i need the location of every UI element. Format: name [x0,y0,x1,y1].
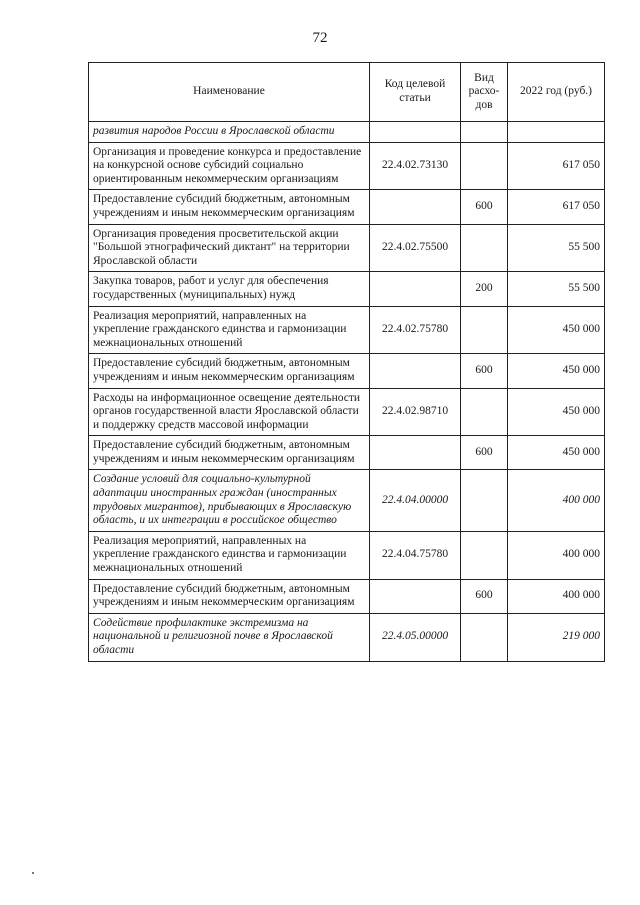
row-amount-cell: 617 050 [508,190,605,224]
row-amount-cell: 450 000 [508,436,605,470]
table-row [89,613,605,661]
row-expense-type-cell [461,388,508,436]
row-amount-cell: 400 000 [508,531,605,579]
row-name-cell: Организация и проведение конкурса и предоставление на конкурсной основе субсидий социально ориентированным некоммерческим организациям [89,142,370,190]
row-name-cell: Предоставление субсидий бюджетным, автономным учреждениям и иным некоммерческим организациям [89,436,370,470]
row-name-cell: Организация проведения просветительской акции "Большой этнографический диктант" на территории Ярославской области [89,224,370,272]
table-row [89,190,605,224]
row-code-cell [370,190,461,224]
row-expense-type-cell [461,224,508,272]
row-expense-type-cell: 200 [461,272,508,306]
table-row [89,388,605,436]
table-header-row [89,63,605,122]
row-name-cell: Реализация мероприятий, направленных на укрепление гражданского единства и гармонизации межнациональных отношений [89,306,370,354]
row-name-cell: Предоставление субсидий бюджетным, автономным учреждениям и иным некоммерческим организациям [89,354,370,388]
row-amount-cell: 400 000 [508,579,605,613]
table-row [89,142,605,190]
row-name-cell: Предоставление субсидий бюджетным, автономным учреждениям и иным некоммерческим организациям [89,190,370,224]
row-expense-type-cell: 600 [461,354,508,388]
row-expense-type-cell [461,531,508,579]
row-expense-type-cell [461,470,508,531]
row-code-cell: 22.4.05.00000 [370,613,461,661]
budget-table [88,62,605,662]
page-number: 72 [312,30,328,46]
row-code-cell [370,579,461,613]
table-row [89,531,605,579]
row-code-cell: 22.4.02.73130 [370,142,461,190]
table-row [89,306,605,354]
row-name-cell: Реализация мероприятий, направленных на укрепление гражданского единства и гармонизации межнациональных отношений [89,531,370,579]
table-row [89,470,605,531]
row-amount-cell [508,122,605,143]
row-name-cell: Расходы на информационное освещение деятельности органов государственной власти Ярославской области и поддержку средств массовой информации [89,388,370,436]
row-name-cell: Предоставление субсидий бюджетным, автономным учреждениям и иным некоммерческим организациям [89,579,370,613]
row-amount-cell: 450 000 [508,354,605,388]
header-code: Код целевой статьи [370,63,461,122]
row-expense-type-cell: 600 [461,436,508,470]
row-name-cell: Содействие профилактике экстремизма на национальной и религиозной почве в Ярославской области [89,613,370,661]
row-expense-type-cell: 600 [461,579,508,613]
row-amount-cell: 450 000 [508,388,605,436]
header-expense-type: Вид расхо-дов [461,63,508,122]
row-code-cell [370,272,461,306]
table-body [89,122,605,662]
table-row [89,354,605,388]
row-amount-cell: 617 050 [508,142,605,190]
row-expense-type-cell: 600 [461,190,508,224]
row-amount-cell: 55 500 [508,224,605,272]
row-amount-cell: 219 000 [508,613,605,661]
row-amount-cell: 400 000 [508,470,605,531]
table-row [89,436,605,470]
row-name-cell: развития народов России в Ярославской области [89,122,370,143]
row-name-cell: Создание условий для социально-культурной адаптации иностранных граждан (иностранных трудовых мигрантов), прибывающих в Ярославскую область, и их интеграции в российское общество [89,470,370,531]
table-row [89,272,605,306]
row-code-cell: 22.4.02.75780 [370,306,461,354]
row-code-cell [370,354,461,388]
table-row [89,579,605,613]
row-code-cell [370,436,461,470]
header-amount-2022: 2022 год (руб.) [508,63,605,122]
row-code-cell: 22.4.02.98710 [370,388,461,436]
row-expense-type-cell [461,613,508,661]
row-name-cell: Закупка товаров, работ и услуг для обеспечения государственных (муниципальных) нужд [89,272,370,306]
row-expense-type-cell [461,142,508,190]
row-code-cell [370,122,461,143]
header-name: Наименование [89,63,370,122]
row-expense-type-cell [461,306,508,354]
row-amount-cell: 55 500 [508,272,605,306]
table-row [89,122,605,143]
row-code-cell: 22.4.02.75500 [370,224,461,272]
scan-artifact-dot [32,872,34,874]
table-row [89,224,605,272]
row-amount-cell: 450 000 [508,306,605,354]
row-expense-type-cell [461,122,508,143]
row-code-cell: 22.4.04.00000 [370,470,461,531]
row-code-cell: 22.4.04.75780 [370,531,461,579]
